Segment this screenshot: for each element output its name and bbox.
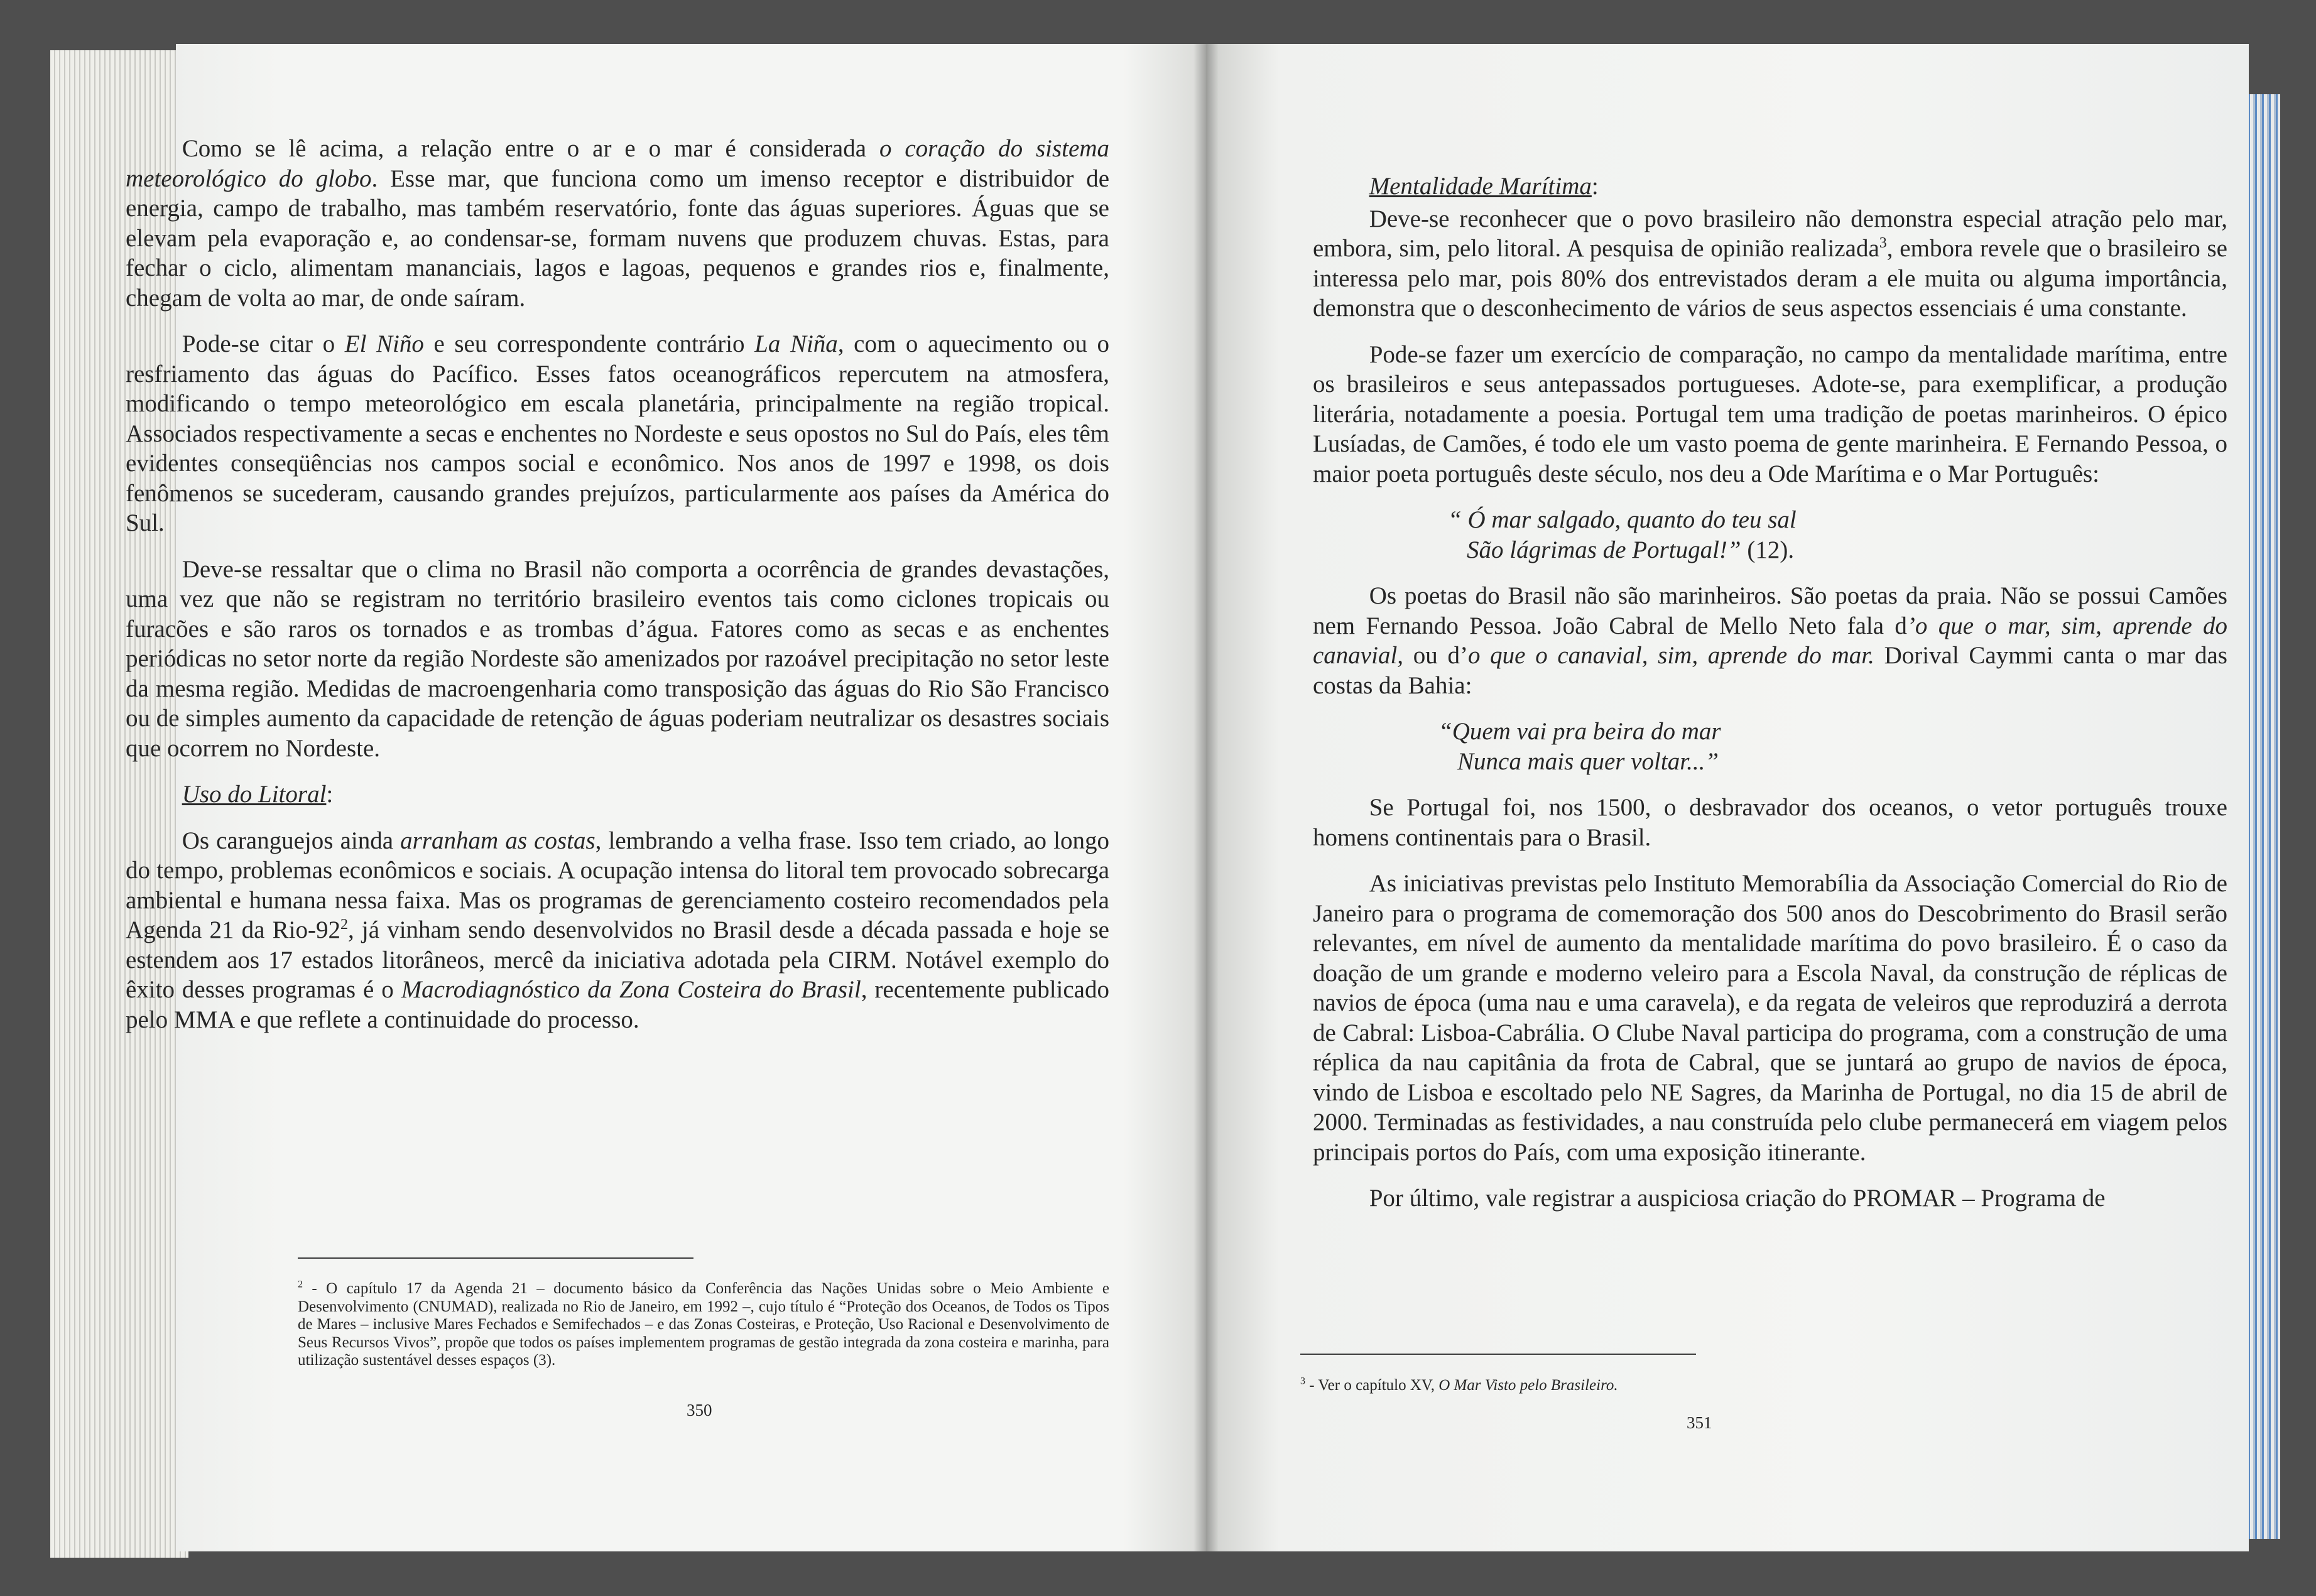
paragraph: Se Portugal foi, nos 1500, o desbravador dos oceanos, o vetor português trouxe homens continentais para o Brasil. xyxy=(1313,794,2227,851)
book-gutter xyxy=(1193,44,1219,1551)
paragraph: As iniciativas previstas pelo Instituto Memorabília da Associação Comercial do Rio de Janeiro para o programa de comemoração dos 500 anos do Descobrimento do Brasil serão relevantes, em nível de aumento da mentalidade marítima do povo brasileiro. É o caso da doação de um grande e moderno veleiro para a Escola Naval, da construção de réplicas de navios de época (uma nau e uma caravela), e da regata de veleiros que reproduzirá a derrota de Cabral: Lisboa-Cabrália. O Clube Naval participa do programa, com a construção de uma réplica da nau capitânia da frota de Cabral, que se juntará ao grupo de navios de época, vindo de Lisboa e escoltado pelo NE Sagres, da Marinha de Portugal, no dia 15 de abril de 2000. Terminadas as festividades, a nau construída pelo clube permanecerá em viagem pelos principais portos do País, com uma exposição itinerante. xyxy=(1313,870,2227,1166)
paragraph: Pode-se fazer um exercício de comparação, no campo da mentalidade marítima, entre os brasileiros e seus antepassados portugueses. Adote-se, para exemplificar, a produção literária, notadamente a poesia. Portugal tem uma tradição de poetas marinheiros. O épico Lusíadas, de Camões, é todo ele um vasto poema de gente marinheira. E Fernando Pessoa, o maior poeta português deste século, nos deu a Ode Marítima e o Mar Português: xyxy=(1313,340,2227,487)
paragraph: Deve-se reconhecer que o povo brasileiro não demonstra especial atração pelo mar, embora, sim, pelo litoral. A pesquisa de opinião realizada$^3$, embora revele que o brasileiro se interessa pelo mar, pois 80% dos entrevistados deram a ele muita ou alguma importância, demonstra que o desconhecimento de vários de seus aspectos essenciais é uma constante. xyxy=(1313,205,2227,322)
song-quote: “Quem vai pra beira do mar Nunca mais quer voltar...” xyxy=(1438,718,1721,775)
page-number: 350 xyxy=(687,1401,712,1420)
paragraph: Deve-se ressaltar que o clima no Brasil não comporta a ocorrência de grandes devastações, uma vez que não se registram no território brasileiro eventos tais como ciclones tropicais ou furacões e são raros os tornados e as trombas d’água. Fatores como as secas e as enchentes periódicas no setor norte da região Nordeste são amenizados por razoável precipitação no setor leste da mesma região. Medidas de macroengenharia como transposição das águas do Rio São Francisco ou de simples aumento da capacidade de retenção de águas poderiam neutralizar os desastres sociais que ocorrem no Nordeste. xyxy=(126,555,1109,762)
poem-quote: “ Ó mar salgado, quanto do teu sal São lágrimas de Portugal!” (12). xyxy=(1448,506,1797,563)
page-number: 351 xyxy=(1687,1413,1712,1432)
right-page-text xyxy=(1313,171,2227,1213)
paragraph: Como se lê acima, a relação entre o ar e o mar é considerada o coração do sistema meteorológico do globo. Esse mar, que funciona como um imenso receptor e distribuidor de energia, campo de trabalho, mas também reservatório, fonte das águas superiores. Águas que se elevam pela evaporação e, ao condensar-se, formam nuvens que produzem chuvas. Estas, para fechar o ciclo, alimentam mananciais, lagos e lagoas, pequenos e grandes rios e, finalmente, chegam de volta ao mar, de onde saíram. xyxy=(126,135,1110,312)
footnote-divider xyxy=(1300,1354,1696,1355)
paragraph: Os poetas do Brasil não são marinheiros. São poetas da praia. Não se possui Camões nem Fernando Pessoa. João Cabral de Mello Neto fala d’o que o mar, sim, aprende do canavial, ou d’o que o canavial, sim, aprende do mar. Dorival Caymmi canta o mar das costas da Bahia: xyxy=(1313,582,2227,699)
footnote: $^2$ - O capítulo 17 da Agenda 21 – documento básico da Conferência das Nações Unidas sobre o Meio Ambiente e Desenvolvimento (CNUMAD), realizada no Rio de Janeiro, em 1992 –, cujo título é “Proteção dos Oceanos, de Todos os Tipos de Mares – inclusive Mares Fechados e Semifechados – e das Zonas Costeiras, e Proteção, Uso Racional e Desenvolvimento de Seus Recursos Vivos”, propõe que todos os países implementem programas de gestão integrada da zona costeira e marinha, para utilização sustentável desses espaços (3). xyxy=(298,1279,1109,1369)
section-heading: Mentalidade Marítima: xyxy=(1369,173,1599,200)
left-page-text xyxy=(126,134,1109,1034)
paragraph: Os caranguejos ainda arranham as costas, lembrando a velha frase. Isso tem criado, ao longo do tempo, problemas econômicos e sociais. A ocupação intensa do litoral tem provocado sobrecarga ambiental e humana nessa faixa. Mas os programas de gerenciamento costeiro recomendados pela Agenda 21 da Rio-$92^2$, já vinham sendo desenvolvidos no Brasil desde a década passada e hoje se estendem aos 17 estados litorâneos, mercê da iniciativa adotada pela CIRM. Notável exemplo do êxito desses programas é o Macrodiagnóstico da Zona Costeira do Brasil, recentemente publicado pelo MMA e que reflete a continuidade do processo. xyxy=(126,827,1109,1033)
paragraph: Pode-se citar o El Niño e seu correspondente contrário La Niña, com o aquecimento ou o resfriamento das águas do Pacífico. Esses fatos oceanográficos repercutem na atmosfera, modificando o tempo meteorológico em escala planetária, principalmente na região tropical. Associados respectivamente a secas e enchentes no Nordeste e seus opostos no Sul do País, eles têm evidentes conseqüências nos campos social e econômico. Nos anos de 1997 e 1998, os dois fenômenos se sucederam, causando grandes prejuízos, particularmente aos países da América do Sul. xyxy=(126,330,1109,536)
section-heading: Uso do Litoral: xyxy=(182,781,334,808)
paragraph: Por último, vale registrar a auspiciosa criação do PROMAR – Programa de xyxy=(1369,1185,2106,1212)
footnote-divider xyxy=(298,1257,693,1259)
footnote: $^3$ - Ver o capítulo XV, O Mar Visto pelo Brasileiro. xyxy=(1300,1376,1618,1394)
